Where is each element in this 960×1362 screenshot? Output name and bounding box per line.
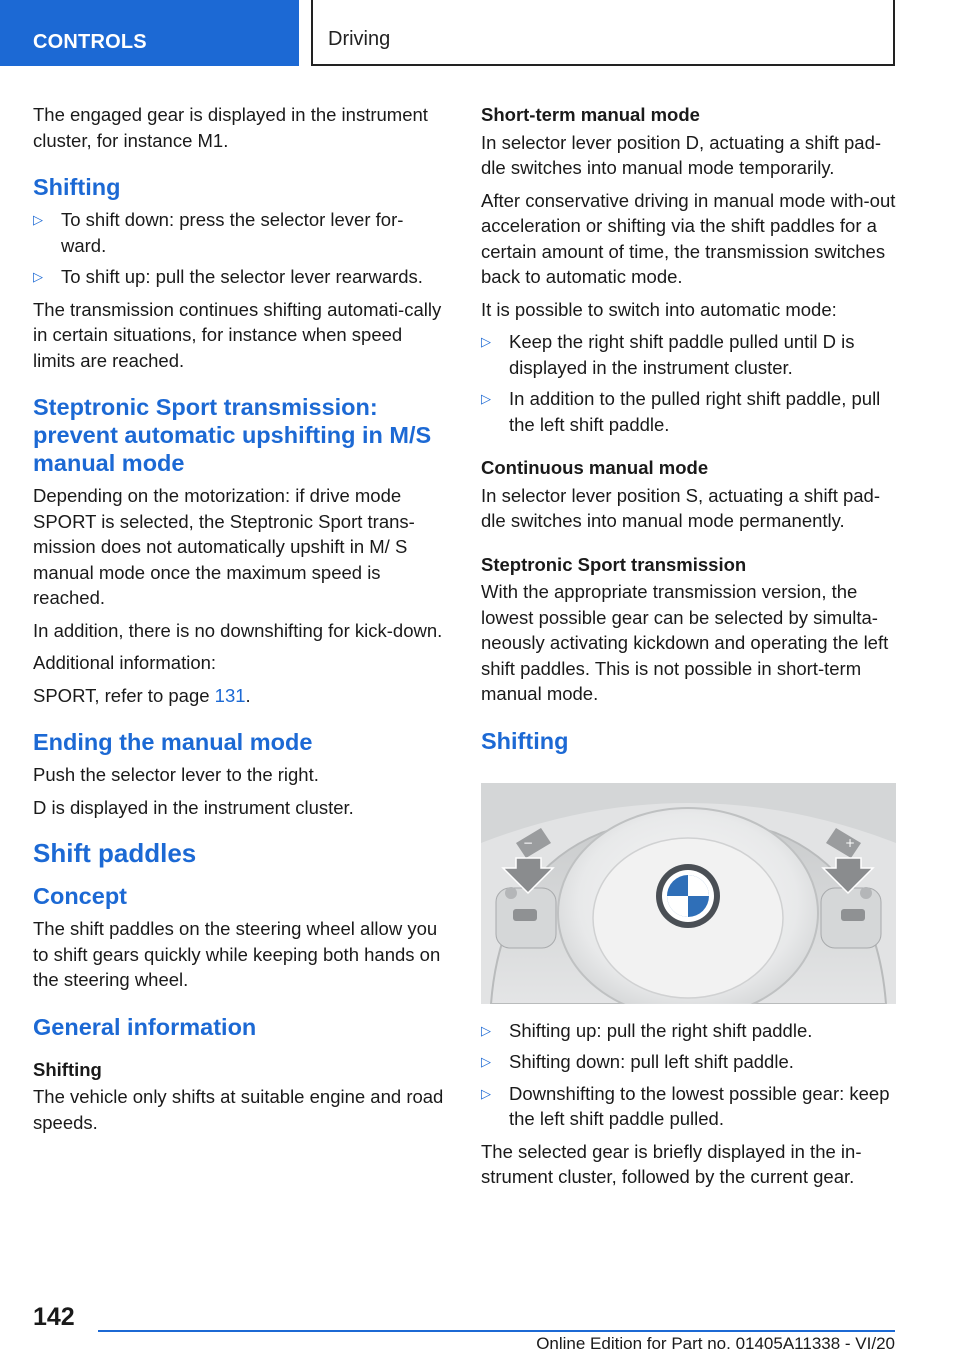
steptronic-p3: Additional information:: [33, 652, 217, 673]
triangle-bullet-icon: ▷: [33, 212, 43, 227]
list-item: ▷ In addition to the pulled right shift paddle, pull the left shift paddle.: [481, 388, 881, 435]
shifting-text: The transmission continues shifting automati‐cally in certain situations, for instance when speed limits are reached.: [33, 298, 442, 371]
heading-shifting: Shifting: [33, 174, 121, 200]
list-item: ▷ Shifting up: pull the right shift paddle.: [481, 1018, 896, 1044]
steering-wheel-illustration: [481, 783, 896, 1004]
steptronic-p1: Depending on the motorization: if drive mode SPORT is selected, the Steptronic Sport trans‐mission does not automatically upshift in M/ S manual mode once the maximum speed is reached.: [33, 485, 415, 608]
svg-text:−: −: [523, 835, 534, 850]
short-term-p1: In selector lever position D, actuating a shift pad‐dle switches into manual mode temporarily.: [481, 131, 882, 178]
heading-sport-transmission: Steptronic Sport transmission: [481, 553, 747, 575]
paddle-shift-list: [481, 1018, 896, 1132]
left-column: [33, 102, 448, 1142]
short-term-p3: It is possible to switch into automatic mode:: [481, 298, 837, 320]
list-item: ▷ Shifting down: pull left shift paddle.: [481, 1049, 896, 1075]
right-column: [481, 102, 896, 1197]
footer-edition: Online Edition for Part no. 01405A11338 - VI/20: [536, 1334, 895, 1353]
shifting-list: [33, 207, 448, 290]
heading-ending-manual: Ending the manual mode: [33, 729, 313, 755]
section-tab[interactable]: CONTROLS: [0, 0, 299, 66]
triangle-bullet-icon: ▷: [481, 1054, 491, 1069]
triangle-bullet-icon: ▷: [33, 269, 43, 284]
chapter-title: Driving: [328, 28, 391, 50]
list-item: ▷ To shift down: press the selector lever for‐ward.: [33, 209, 404, 256]
triangle-bullet-icon: ▷: [481, 1085, 491, 1101]
short-term-p2: After conservative driving in manual mode with‐out acceleration or shifting via the shift paddles for a certain amount of time, the transmission switches back to automatic mode.: [481, 189, 896, 287]
heading-steptronic-prevent: Steptronic Sport transmission: prevent automatic upshifting in M/S manual mode: [33, 394, 432, 476]
heading-short-term: Short-term manual mode: [481, 104, 700, 125]
footer-divider: [98, 1330, 895, 1332]
intro-paragraph: The engaged gear is displayed in the instrument cluster, for instance M1.: [33, 104, 428, 151]
list-item: ▷ Downshifting to the lowest possible gear: keep the left shift paddle pulled.: [481, 1082, 890, 1129]
list-item: ▷ Keep the right shift paddle pulled until D is displayed in the instrument cluster.: [481, 331, 855, 378]
shifting-right-text: The selected gear is briefly displayed in the in‐strument cluster, followed by the current gear.: [481, 1140, 862, 1187]
ending-p2: D is displayed in the instrument cluster.: [33, 796, 354, 818]
heading-shift-paddles: Shift paddles: [33, 838, 197, 868]
heading-shifting-sub: Shifting: [33, 1058, 102, 1080]
triangle-bullet-icon: ▷: [481, 1022, 491, 1038]
triangle-bullet-icon: ▷: [481, 334, 491, 349]
ending-p1: Push the selector lever to the right.: [33, 764, 319, 785]
concept-text: The shift paddles on the steering wheel allow you to shift gears quickly while keeping both hands on the steering wheel.: [33, 918, 441, 990]
steering-wheel-figure: [481, 783, 896, 1004]
chapter-box: [311, 0, 895, 66]
steptronic-p2: In addition, there is no downshifting for kick‐down.: [33, 619, 443, 641]
svg-text:+: +: [845, 835, 856, 850]
page-link[interactable]: 131: [214, 684, 246, 706]
heading-continuous: Continuous manual mode: [481, 457, 709, 478]
sport-p1: With the appropriate transmission version, the lowest possible gear can be selected by simulta‐neously activating kickdown and operating the left shift paddles. This is not possible in short-term manual mode.: [481, 581, 889, 704]
page-number: 142: [33, 1303, 75, 1331]
sport-reference: SPORT, refer to page 131.: [33, 684, 251, 706]
page-header: [0, 0, 960, 66]
heading-shifting-right: Shifting: [481, 727, 569, 754]
heading-general-info: General information: [33, 1013, 257, 1040]
heading-concept: Concept: [33, 883, 127, 909]
list-item: ▷ To shift up: pull the selector lever rearwards.: [33, 264, 448, 290]
triangle-bullet-icon: ▷: [481, 391, 491, 406]
automatic-mode-list: [481, 329, 896, 437]
continuous-p1: In selector lever position S, actuating a shift pad‐dle switches into manual mode permanently.: [481, 484, 880, 531]
shifting-sub-text: The vehicle only shifts at suitable engine and road speeds.: [33, 1086, 444, 1133]
